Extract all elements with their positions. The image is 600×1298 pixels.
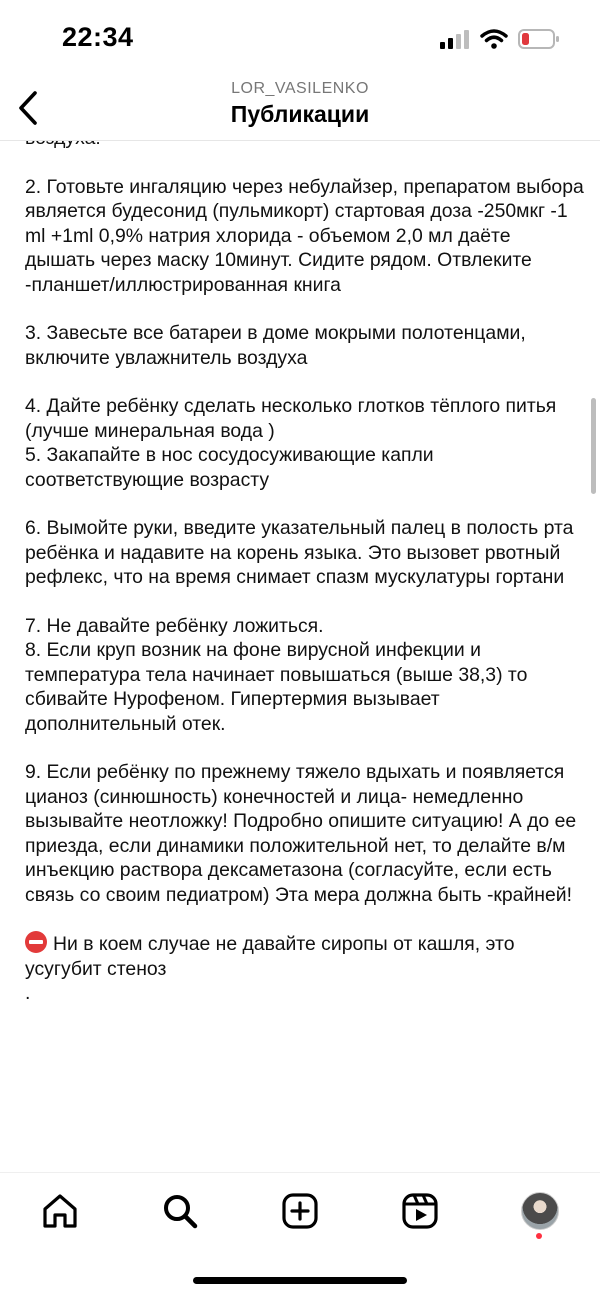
wifi-icon — [480, 29, 508, 49]
nav-create[interactable] — [276, 1187, 324, 1235]
battery-icon — [518, 28, 560, 50]
caption-paragraph: 5. Закапайте в нос сосудосуживающие капли соответствующие возрасту — [25, 444, 434, 491]
caption-paragraph: 3. Завесьте все батареи в доме мокрыми полотенцами, включите увлажнитель воздуха — [25, 322, 526, 369]
caption-paragraph: 8. Если круп возник на фоне вирусной инфекции и температура тела начинает повышаться (выше 38,3) то сбивайте Нурофеном. Гипертермия вызывает дополнительный отек. — [25, 639, 528, 735]
caption-paragraph: 9. Если ребёнку по прежнему тяжело вдыхать и появляется цианоз (синюшность) конечностей и лица- немедленно вызывайте неотложку! Подробно опишите ситуацию! А до ее приезда, если динамики положительной нет, то делайте в/м инъекцию раствора дексаметазона (согласуйте, если есть связь со своим педиатром) Эта мера должна быть -крайней! — [25, 761, 577, 906]
reels-icon — [401, 1192, 439, 1230]
page-title: Публикации — [230, 101, 370, 127]
nav-profile[interactable] — [516, 1187, 564, 1235]
caption-paragraph: 2. Готовьте ингаляцию через небулайзер, препаратом выбора является будесонид (пульмикорт) стартовая доза -250мкг -1 ml +1ml 0,9% натрия хлорида - объемом 2,0 мл даёте дышать через маску 10минут. Сидите рядом. Отвлеките -планшет/иллюстрированная книга — [25, 175, 584, 296]
header — [0, 80, 600, 141]
caption-paragraph: 4. Дайте ребёнку сделать несколько глотков тёплого питья (лучше минеральная вода ) — [25, 395, 557, 442]
caption-paragraph: 7. Не давайте ребёнку ложиться. — [25, 614, 324, 637]
profile-avatar — [521, 1192, 559, 1230]
warning-text: Ни в коем случае не давайте сиропы от кашля, это усугубит стеноз — [25, 933, 515, 980]
home-icon — [41, 1192, 79, 1230]
create-icon — [281, 1192, 319, 1230]
caption-paragraph: 6. Вымойте руки, введите указательный палец в полость рта ребёнка и надавите на корень языка. Это вызовет рвотный рефлекс, что на время снимает спазм мускулатуры гортани — [25, 517, 574, 588]
notification-dot — [536, 1233, 542, 1239]
caption-paragraph: . — [25, 982, 31, 1004]
no-entry-icon — [25, 931, 47, 953]
nav-home[interactable] — [36, 1187, 84, 1235]
status-bar — [0, 0, 600, 80]
profile-username: LOR_VASILENKO — [231, 80, 369, 97]
nav-reels[interactable] — [396, 1187, 444, 1235]
search-icon — [161, 1192, 199, 1230]
home-indicator[interactable] — [193, 1277, 407, 1284]
post-caption — [0, 140, 600, 1172]
cellular-signal-icon — [440, 29, 470, 49]
caption-text — [25, 126, 585, 1006]
nav-search[interactable] — [156, 1187, 204, 1235]
status-icons — [440, 28, 560, 50]
warning-paragraph — [25, 931, 585, 981]
status-time: 22:34 — [62, 22, 134, 52]
scrollbar[interactable] — [591, 398, 596, 494]
